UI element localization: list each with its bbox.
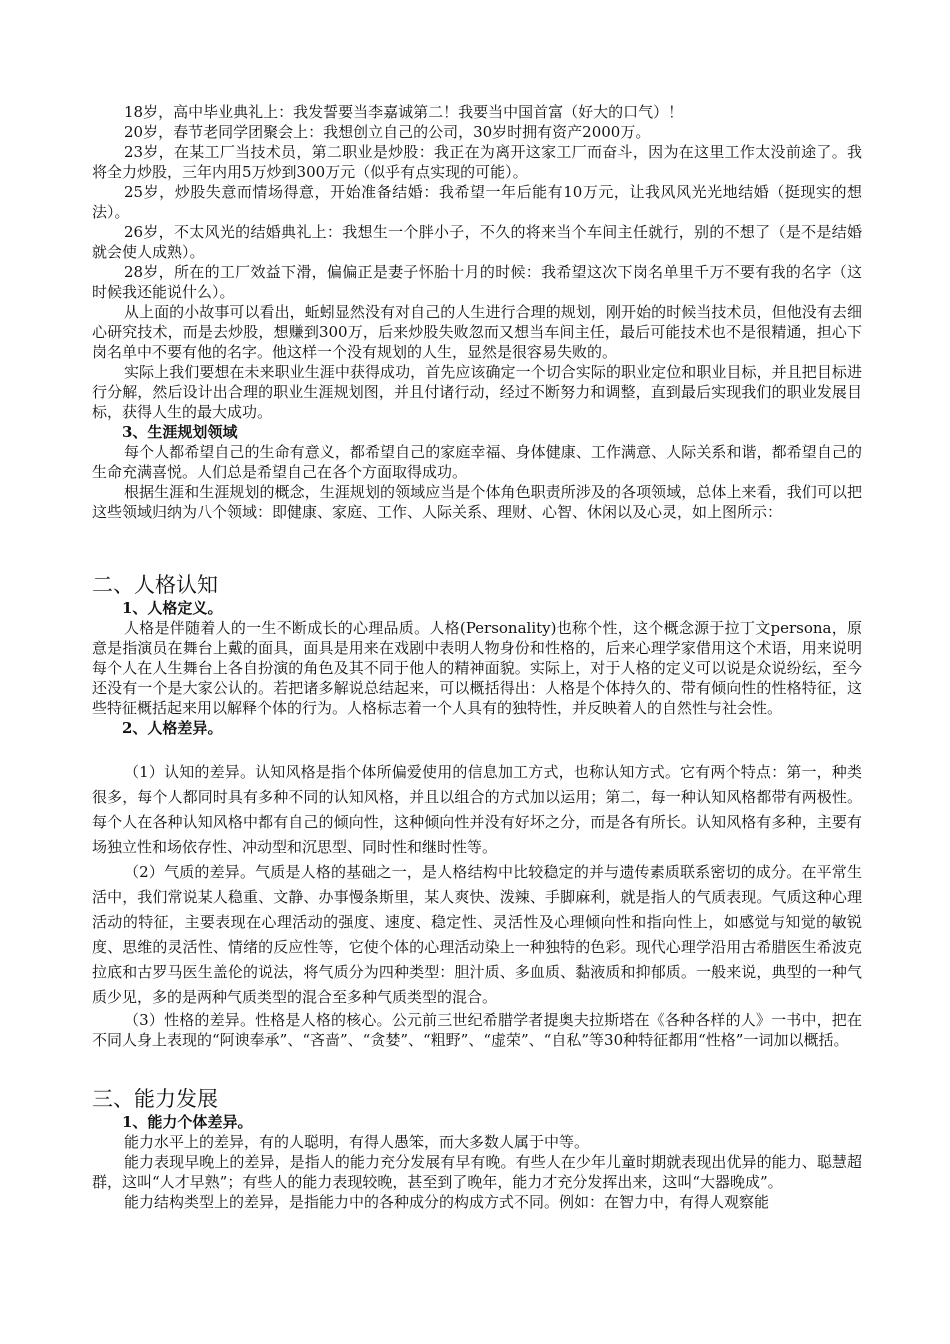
intro-paragraph-23: 23岁，在某工厂当技术员，第二职业是炒股：我正在为离开这家工厂而奋斗，因为在这里工作太没前途了。我将全力炒股，三年内用5万炒到300万元（似乎有点实现的可能）。 (92, 143, 862, 181)
section-title: 二、人格认知 (92, 573, 218, 597)
intro-section (92, 102, 862, 522)
career-domain-paragraph: 根据生涯和生涯规划的概念，生涯规划的领域应当是个体角色职责所涉及的各项领域，总体上来看，我们可以把这些领域归纳为八个领域：即健康、家庭、工作、人际关系、理财、心智、休闲以及心灵，如上图所示： (92, 483, 862, 521)
subsection-heading: 2、人格差异。 (122, 719, 223, 737)
intro-paragraph-25: 25岁，炒股失意而情场得意，开始准备结婚：我希望一年后能有10万元，让我风风光光地结婚（挺现实的想法）。 (92, 183, 862, 221)
intro-paragraph-26: 26岁，不太风光的结婚典礼上：我想生一个胖小子，不久的将来当个车间主任就行，别的不想了（是不是结婚就会使人成熟）。 (92, 223, 862, 261)
temperament-difference-paragraph: （2）气质的差异。气质是人格的基础之一，是人格结构中比较稳定的并与遗传素质联系密切的成分。在平常生活中，我们常说某人稳重、文静、办事慢条斯里，某人爽快、泼辣、手脚麻利，就是指人的气质表现。气质这种心理活动的特征，主要表现在心理活动的强度、速度、稳定性、灵活性及心理倾向性和指向性上，如感觉与知觉的敏锐度、思维的灵活性、情绪的反应性等，它使个体的心理活动染上一种独特的色彩。现代心理学沿用古希腊医生希波克拉底和古罗马医生盖伦的说法，将气质分为四种类型：胆汁质、多血质、黏液质和抑郁质。一般来说，典型的一种气质少见，多的是两种气质类型的混合至多种气质类型的混合。 (92, 863, 862, 1006)
subsection-heading: 1、人格定义。 (122, 599, 223, 617)
cognitive-difference-paragraph: （1）认知的差异。认知风格是指个体所偏爱使用的信息加工方式，也称认知方式。它有两个特点：第一，种类很多，每个人都同时具有多种不同的认知风格，并且以组合的方式加以运用；第二，每一种认知风格都带有两极性。每个人在各种认知风格中都有自己的倾向性，这种倾向性并没有好坏之分，而是各有所长。认知风格有多种，主要有场独立性和场依存性、冲动型和沉思型、同时性和继时性等。 (92, 763, 862, 856)
ability-paragraph: 能力表现早晚上的差异，是指人的能力充分发展有早有晚。有些人在少年儿童时期就表现出优异的能力、聪慧超群，这叫“人才早熟”；有些人的能力表现较晚，甚至到了晚年，能力才充分发挥出来，这叫“大器晚成”。 (92, 1153, 862, 1191)
intro-paragraph-20: 20岁，春节老同学团聚会上：我想创立自己的公司，30岁时拥有资产2000万。 (124, 123, 651, 141)
intro-paragraph-conclusion: 实际上我们要想在未来职业生涯中获得成功，首先应该确定一个切合实际的职业定位和职业目标，并且把目标进行分解，然后设计出合理的职业生涯规划图，并且付诸行动，经过不断努力和调整，直到最后实现我们的职业发展目标，获得人生的最大成功。 (92, 363, 862, 421)
ability-paragraph: 能力水平上的差异，有的人聪明，有得人愚笨，而大多数人属于中等。 (124, 1133, 590, 1151)
career-domain-heading: 3、生涯规划领域 (122, 423, 238, 441)
career-domain-paragraph: 每个人都希望自己的生命有意义，都希望自己的家庭幸福、身体健康、工作满意、人际关系和谐，都希望自己的生命充满喜悦。人们总是希望自己在各个方面取得成功。 (92, 443, 862, 481)
personality-difference-section (92, 760, 862, 1050)
section-personality (92, 572, 862, 738)
intro-paragraph-analysis: 从上面的小故事可以看出，蚯蚓显然没有对自己的人生进行合理的规划，刚开始的时候当技术员，但他没有去细心研究技术，而是去炒股，想赚到300万，后来炒股失败忽而又想当车间主任，最后可能技术也不是很精通，担心下岗名单中不要有他的名字。他这样一个没有规划的人生，显然是很容易失败的。 (92, 303, 862, 361)
section-title: 三、能力发展 (92, 1087, 218, 1111)
intro-paragraph-28: 28岁，所在的工厂效益下滑，偏偏正是妻子怀胎十月的时候：我希望这次下岗名单里千万不要有我的名字（这时候我还能说什么）。 (92, 263, 862, 301)
personality-definition-paragraph: 人格是伴随着人的一生不断成长的心理品质。人格(Personality)也称个性，这个概念源于拉丁文persona，原意是指演员在舞台上戴的面具，面具是用来在戏剧中表明人物身份和性格的，后来心理学家借用这个术语，用来说明每个人在人生舞台上各自扮演的角色及其不同于他人的精神面貌。实际上，对于人格的定义可以说是众说纷纭，至今还没有一个是大家公认的。若把诸多解说总结起来，可以概括得出：人格是个体持久的、带有倾向性的性格特征，这些特征概括起来用以解释个体的行为。人格标志着一个人具有的独特性，并反映着人的自然性与社会性。 (92, 619, 862, 717)
intro-paragraph-18: 18岁，高中毕业典礼上：我发誓要当李嘉诚第二！我要当中国首富（好大的口气）！ (124, 103, 684, 121)
subsection-heading: 1、能力个体差异。 (122, 1113, 253, 1131)
ability-paragraph: 能力结构类型上的差异，是指能力中的各种成分的构成方式不同。例如：在智力中，有得人观察能 (124, 1193, 770, 1211)
section-ability (92, 1086, 862, 1212)
character-difference-paragraph: （3）性格的差异。性格是人格的核心。公元前三世纪希腊学者提奥夫拉斯塔在《各种各样的人》一书中，把在不同人身上表现的“阿谀奉承”、“吝啬”、“贪婪”、“粗野”、“虚荣”、“自私”等30种特征都用“性格”一词加以概括。 (92, 1011, 862, 1049)
